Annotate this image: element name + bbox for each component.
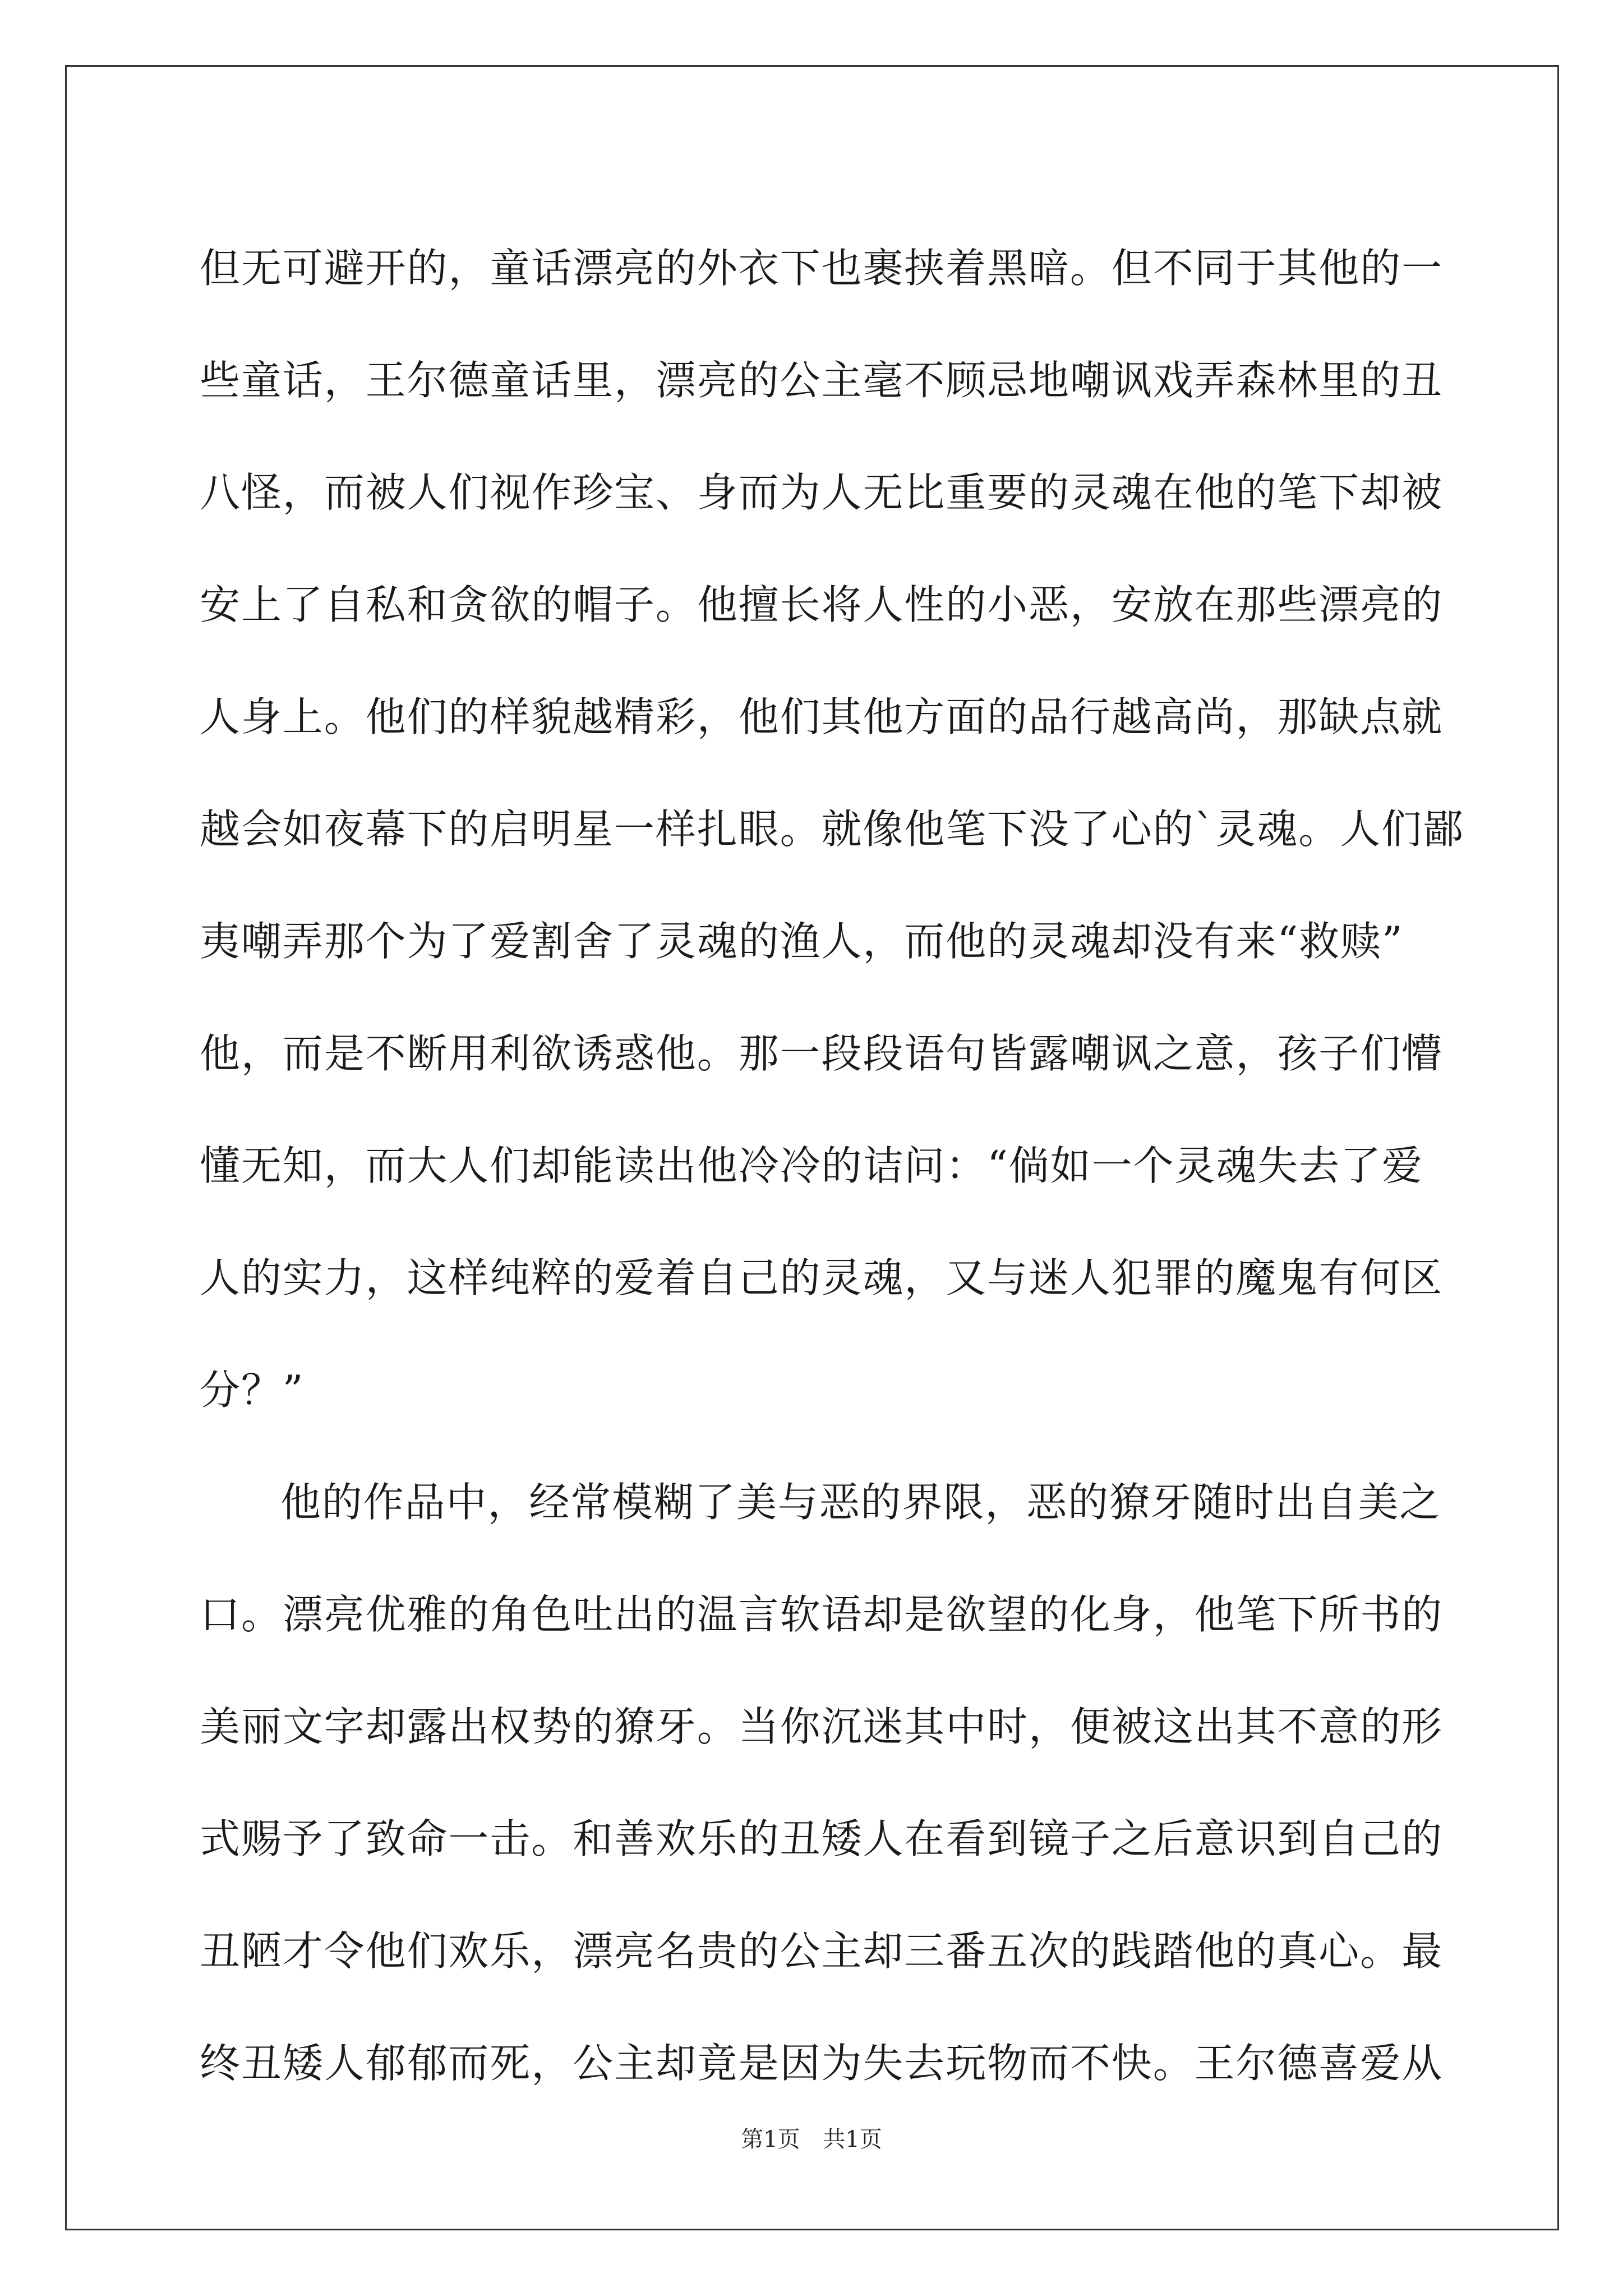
- text-line: 但无可避开的，童话漂亮的外衣下也裹挟着黑暗。但不同于其他的一: [200, 245, 1444, 292]
- text-line: 口。漂亮优雅的角色吐出的温言软语却是欲望的化身，他笔下所书的: [200, 1591, 1444, 1638]
- text-line: 人的实力，这样纯粹的爱着自己的灵魂，又与迷人犯罪的魔鬼有何区: [200, 1254, 1444, 1301]
- text-line: 些童话，王尔德童话里，漂亮的公主毫不顾忌地嘲讽戏弄森林里的丑: [200, 357, 1444, 404]
- text-line: 安上了自私和贪欲的帽子。他擅长将人性的小恶，安放在那些漂亮的: [200, 581, 1444, 628]
- paragraph-1: [200, 212, 1464, 1446]
- text-line: 他，而是不断用利欲诱惑他。那一段段语句皆露嘲讽之意，孩子们懵: [200, 1030, 1444, 1077]
- text-line: 他的作品中，经常模糊了美与恶的界限，恶的獠牙随时出自美之: [280, 1479, 1441, 1526]
- text-line: 终丑矮人郁郁而死，公主却竟是因为失去玩物而不快。王尔德喜爱从: [200, 2040, 1444, 2087]
- text-line: 夷嘲弄那个为了爱割舍了灵魂的渔人，而他的灵魂却没有来“救赎”: [200, 918, 1404, 965]
- page-footer: [0, 2123, 1623, 2156]
- paragraph-2: [200, 1446, 1444, 2119]
- text-line: 懂无知，而大人们却能读出他冷冷的诘问：“倘如一个灵魂失去了爱: [200, 1142, 1423, 1189]
- text-line: 美丽文字却露出权势的獠牙。当你沉迷其中时，便被这出其不意的形: [200, 1703, 1444, 1750]
- document-body: [200, 212, 1464, 2119]
- text-line: 式赐予了致命一击。和善欢乐的丑矮人在看到镜子之后意识到自己的: [200, 1815, 1444, 1862]
- text-line: 人身上。他们的样貌越精彩，他们其他方面的品行越高尚，那缺点就: [200, 693, 1444, 740]
- text-line: 分？”: [200, 1366, 305, 1414]
- text-line: 八怪，而被人们视作珍宝、身而为人无比重要的灵魂在他的笔下却被: [200, 469, 1444, 516]
- text-line: 越会如夜幕下的启明星一样扎眼。就像他笔下没了心的`灵魂。人们鄙: [200, 806, 1464, 853]
- page-number-total: 共1页: [823, 2127, 882, 2152]
- page-number-current: 第1页: [741, 2127, 800, 2152]
- text-line: 丑陋才令他们欢乐，漂亮名贵的公主却三番五次的践踏他的真心。最: [200, 1927, 1444, 1975]
